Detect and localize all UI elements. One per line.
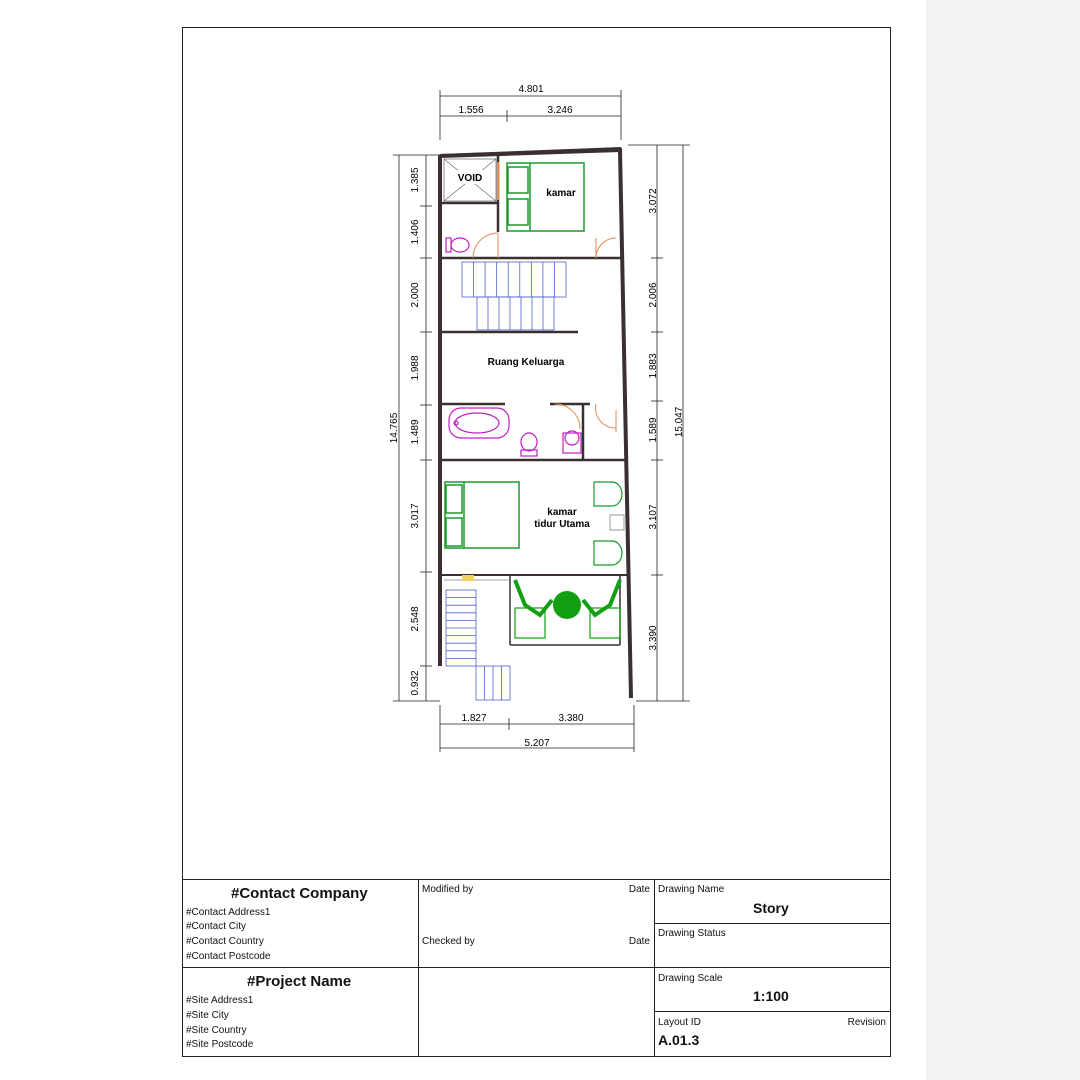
site-postcode: #Site Postcode (186, 1039, 254, 1050)
project-name: #Project Name (247, 973, 352, 990)
dim-left-2: 1.406 (410, 219, 421, 245)
dim-left-1: 1.385 (410, 167, 421, 193)
bathroom-fixtures (449, 408, 581, 456)
toilet-top (446, 238, 469, 252)
stair-steps-middle (474, 262, 555, 330)
room-master-line1: kamar (547, 507, 577, 518)
dim-right-2: 2.006 (648, 282, 659, 308)
revision-label: Revision (847, 1017, 886, 1028)
dim-top-right: 3.246 (547, 105, 573, 116)
dim-right-labels (648, 188, 685, 650)
drawing-name-label: Drawing Name (658, 884, 725, 895)
company-city: #Contact City (186, 921, 247, 932)
modified-by-label: Modified by (422, 884, 474, 895)
dim-left-8: 0.932 (410, 670, 421, 696)
dim-right-total: 15.047 (674, 406, 685, 438)
bed-master (445, 482, 519, 548)
tree-icon (553, 591, 581, 619)
stairs-middle (462, 262, 566, 330)
dim-left-3: 2.000 (410, 282, 421, 308)
void-label: VOID (457, 173, 483, 184)
stairs-lower (446, 590, 510, 700)
dim-left-7: 2.548 (410, 606, 421, 632)
blank-cell (418, 967, 655, 1057)
dim-right-6: 3.390 (648, 625, 659, 651)
dim-left-5: 1.489 (410, 419, 421, 445)
wardrobes (594, 482, 624, 565)
date-label-1: Date (628, 884, 650, 895)
drawing-name: Story (753, 900, 789, 916)
drawing-status-cell (654, 923, 891, 968)
site-city: #Site City (186, 1010, 229, 1021)
dim-bottom-right: 3.380 (558, 713, 584, 724)
company-postcode: #Contact Postcode (186, 951, 271, 962)
company-address: #Contact Address1 (186, 907, 271, 918)
dim-top-total: 4.801 (518, 84, 544, 95)
layout-id-cell (654, 1011, 891, 1057)
company-cell (182, 879, 419, 968)
room-kamar: kamar (546, 188, 576, 199)
drawing-scale-cell (654, 967, 891, 1012)
drawing-name-cell (654, 879, 891, 924)
project-cell (182, 967, 419, 1057)
dim-right-3: 1.883 (648, 353, 659, 379)
drawing-scale: 1:100 (753, 988, 789, 1004)
dim-left-total: 14.765 (389, 412, 400, 444)
stair-steps-lower (446, 598, 502, 700)
room-ruang-keluarga: Ruang Keluarga (487, 357, 565, 368)
dim-left-labels (389, 167, 421, 695)
dim-top-left: 1.556 (458, 105, 484, 116)
title-block (182, 879, 891, 1057)
drawing-status-label: Drawing Status (658, 928, 726, 939)
dim-bottom-left: 1.827 (461, 713, 487, 724)
dim-right-4: 1.589 (648, 417, 659, 443)
dim-bottom-total: 5.207 (524, 738, 550, 749)
company-country: #Contact Country (186, 936, 264, 947)
layout-id-label: Layout ID (658, 1017, 701, 1028)
company-name: #Contact Company (231, 885, 368, 902)
dim-left-4: 1.988 (410, 355, 421, 381)
dim-right-5: 3.107 (648, 504, 659, 530)
date-label-2: Date (628, 936, 650, 947)
room-master-line2: tidur Utama (534, 519, 590, 530)
dim-right-1: 3.072 (648, 188, 659, 214)
site-country: #Site Country (186, 1025, 247, 1036)
site-address: #Site Address1 (186, 995, 254, 1006)
layout-id: A.01.3 (658, 1032, 700, 1048)
drawing-scale-label: Drawing Scale (658, 973, 723, 984)
checked-by-label: Checked by (422, 936, 475, 947)
dim-left-6: 3.017 (410, 503, 421, 529)
modified-cell (418, 879, 655, 968)
